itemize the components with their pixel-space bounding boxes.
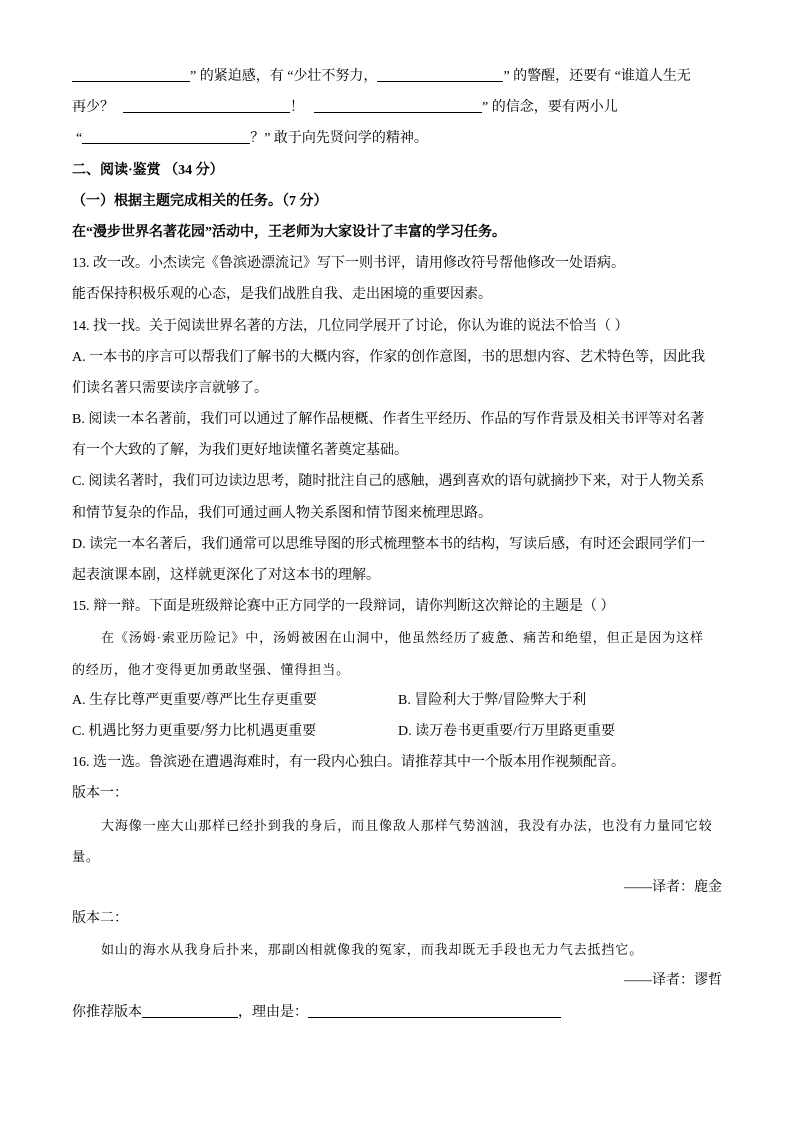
answer-blank-version [142,1003,238,1018]
q15-option-a: A. 生存比尊严更重要/尊严比生存更重要 [72,692,317,708]
q16-prompt: 16. 选一选。鲁滨逊在遭遇海难时，有一段内心独白。请推荐其中一个版本用作视频配音。 [72,755,625,771]
q15-options-row-1 [72,685,722,716]
version-1-label: 版本一： [72,786,128,802]
page-content [72,61,722,1028]
answer-blank [314,98,482,113]
answer-middle: ，理由是： [238,1004,308,1020]
version-1-text-line-1: 大海像一座大山那样已经扑到我的身后，而且像敌人那样气势汹汹，我没有办法，也没有力量同它较 [101,817,713,833]
q14-option-c-line-1: C. 阅读名著时，我们可边读边思考，随时批注自己的感触，遇到喜欢的语句就摘抄下来，对于人物关系 [72,474,705,490]
answer-blank-reason [308,1003,561,1018]
version-2-translator: ——译者：谬哲 [624,973,722,989]
answer-blank [123,98,290,113]
q15-option-d: D. 读万卷书更重要/行万里路更重要 [398,723,615,739]
q15-options-row-2 [72,716,722,747]
answer-blank [82,129,250,144]
q15-option-c: C. 机遇比努力更重要/努力比机遇更重要 [72,723,317,739]
q15-option-b: B. 冒险利大于弊/冒险弊大于利 [398,692,587,708]
fill-text: ” 的紧迫感，有 “少壮不努力， [190,69,378,84]
q13-sentence: 能否保持积极乐观的心态，是我们战胜自我、走出困境的重要因素。 [72,287,492,303]
fill-line-3 [72,123,722,154]
q13-prompt: 13. 改一改。小杰读完《鲁滨逊漂流记》写下一则书评，请用修改符号帮他修改一处语病。 [72,256,625,272]
fill-text: ” 的警醒，还要有 “谁道人生无 [503,69,691,84]
fill-text: ！ [290,100,304,116]
q14-option-b-line-1: B. 阅读一本名著前，我们可以通过了解作品梗概、作者生平经历、作品的写作背景及相关书评等对名著 [72,412,705,428]
q14-option-a-line-1: A. 一本书的序言可以帮我们了解书的大概内容，作家的创作意图，书的思想内容、艺术特色等，因此我 [72,349,706,365]
q14-option-b-line-2: 有一个大致的了解，为我们更好地读懂名著奠定基础。 [72,443,408,459]
fill-text: ？” 敢于向先贤问学的精神。 [250,131,428,147]
q16-answer-line [72,997,722,1028]
fill-text: ” 的信念，要有两小儿 [482,100,618,116]
fill-line-1 [72,61,722,92]
fill-line-2 [72,92,722,123]
q14-option-d-line-2: 起表演课本剧，这样就更深化了对这本书的理解。 [72,568,380,583]
fill-text: “ [76,131,83,147]
answer-blank [377,67,503,82]
version-1-translator: ——译者：鹿金 [624,879,722,895]
version-2-label: 版本二： [72,911,128,927]
q14-prompt: 14. 找一找。关于阅读世界名著的方法，几位同学展开了讨论，你认为谁的说法不恰当（ ） [72,318,629,334]
q14-option-a-line-2: 们读名著只需要读序言就够了。 [72,380,268,396]
q14-option-d-line-1: D. 读完一本名著后，我们通常可以思维导图的形式梳理整本书的结构，写读后感，有时还会跟同学们一 [72,536,706,552]
fill-text: 再少？ [72,100,114,116]
q15-passage-line-1: 在《汤姆·索亚历险记》中，汤姆被困在山洞中，他虽然经历了疲惫、痛苦和绝望，但正是因为这样 [101,630,704,646]
q15-prompt: 15. 辩一辩。下面是班级辩论赛中正方同学的一段辩词，请你判断这次辩论的主题是（ ） [72,599,615,615]
version-2-text-line-1: 如山的海水从我身后扑来，那副凶相就像我的冤家，而我却既无手段也无力气去抵挡它。 [101,942,644,958]
q14-option-c-line-2: 和情节复杂的作品，我们可通过画人物关系图和情节图来梳理思路。 [72,505,492,521]
part-title: （一）根据主题完成相关的任务。（7 分） [72,193,328,209]
section-intro: 在“漫步世界名著花园”活动中，王老师为大家设计了丰富的学习任务。 [72,224,506,240]
q15-passage-line-2: 的经历，他才变得更加勇敢坚强、懂得担当。 [72,661,351,677]
answer-prefix: 你推荐版本 [72,1004,142,1020]
version-1-text-line-2: 量。 [72,848,100,864]
answer-blank [72,67,190,82]
section-title: 二、阅读·鉴赏 （34 分） [72,162,224,178]
